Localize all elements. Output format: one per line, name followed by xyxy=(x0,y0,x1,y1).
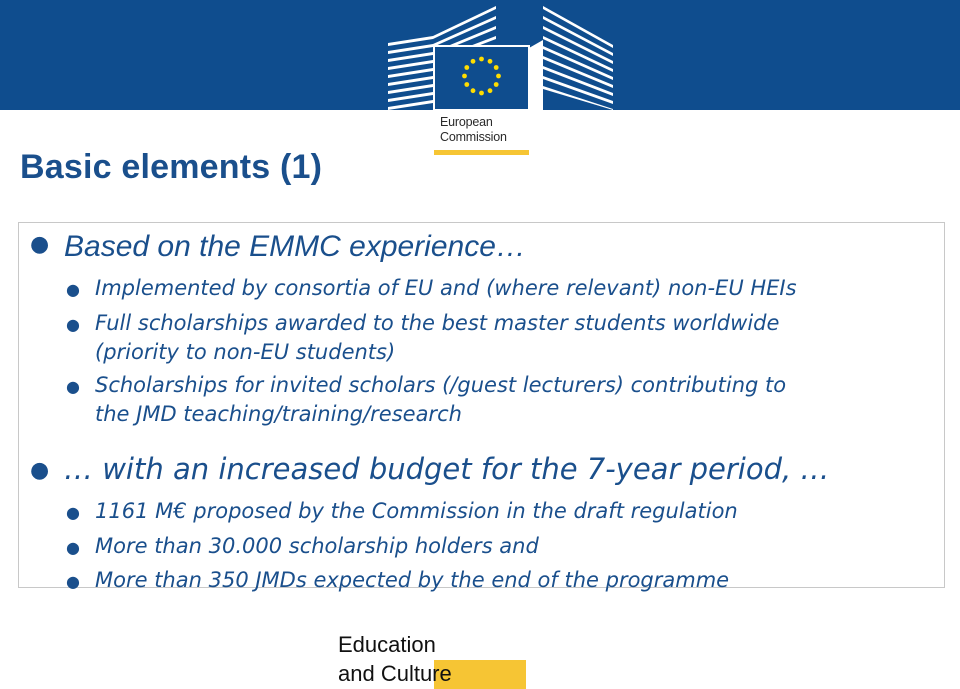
bullet-marker: ● xyxy=(30,232,50,257)
sub-bullet-2-3: More than 350 JMDs expected by the end of the programme xyxy=(95,568,730,592)
footer-text-and-culture: and Culture xyxy=(338,661,452,686)
sub-bullet-marker: ● xyxy=(66,280,80,299)
sub-bullet-marker: ● xyxy=(66,315,80,334)
logo-text-commission: Commission xyxy=(440,130,507,144)
sub-bullet-marker: ● xyxy=(66,377,80,396)
logo-accent-bar xyxy=(434,150,529,155)
sub-bullet-marker: ● xyxy=(66,503,80,522)
sub-bullet-1-2-line-1: Full scholarships awarded to the best master students worldwide xyxy=(95,311,780,335)
page-title: Basic elements (1) xyxy=(20,148,323,186)
sub-bullet-2-1: 1161 M€ proposed by the Commission in the draft regulation xyxy=(95,499,738,523)
footer-text-education: Education xyxy=(338,632,436,657)
sub-bullet-1-1: Implemented by consortia of EU and (where relevant) non-EU HEIs xyxy=(95,276,797,300)
sub-bullet-1-3-line-1: Scholarships for invited scholars (/guest lecturers) contributing to xyxy=(95,373,787,397)
sub-bullet-marker: ● xyxy=(66,572,80,591)
sub-bullet-1-3-line-2: the JMD teaching/training/research xyxy=(95,402,462,426)
sub-bullet-marker: ● xyxy=(66,538,80,557)
bullet-marker: ● xyxy=(30,458,50,483)
bullet-main-1: Based on the EMMC experience… xyxy=(64,230,526,263)
sub-bullet-2-2: More than 30.000 scholarship holders and xyxy=(95,534,539,558)
sub-bullet-1-2-line-2: (priority to non-EU students) xyxy=(95,340,396,364)
logo-text-european: European xyxy=(440,115,493,129)
bullet-main-2: … with an increased budget for the 7-year period, … xyxy=(64,452,830,486)
